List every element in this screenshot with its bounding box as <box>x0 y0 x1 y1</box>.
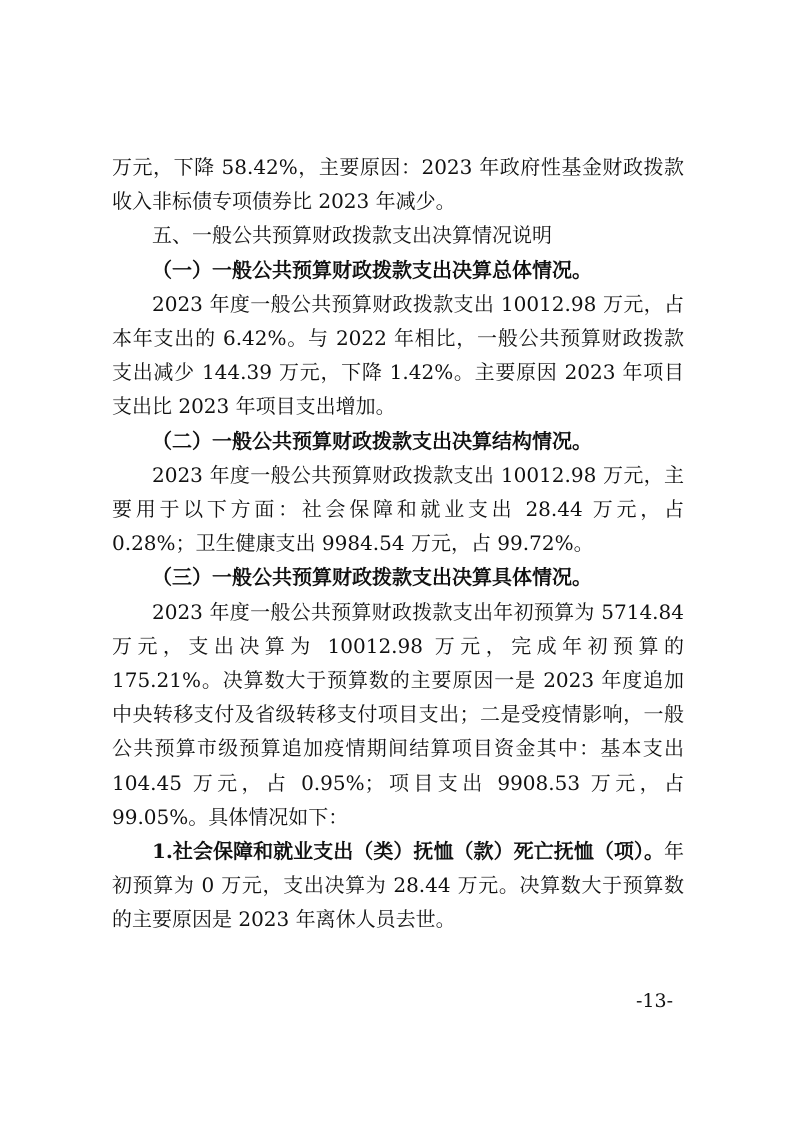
continuation-paragraph: 万元，下降 58.42%，主要原因：2023 年政府性基金财政拨款收入非标债专项债券比 2023 年减少。 <box>112 155 684 214</box>
subsection-heading-details: （三）一般公共预算财政拨款支出决算具体情况。 <box>152 565 592 590</box>
paragraph-overall: 2023 年度一般公共预算财政拨款支出 10012.98 万元，占本年支出的 6.42%。与 2022 年相比，一般公共预算财政拨款支出减少 144.39 万元，下降 1.42%。主要原因 2023 年项目支出比 2023 年项目支出增加。 <box>112 291 684 419</box>
document-body <box>112 150 684 937</box>
section-heading: 五、一般公共预算财政拨款支出决算情况说明 <box>152 223 552 248</box>
item-text: 年初预算为 0 万元，支出决算为 28.44 万元。决算数大于预算数的主要原因是 2023 年离休人员去世。 <box>112 839 684 932</box>
page-number: -13- <box>636 990 674 1012</box>
subsection-heading-structure: （二）一般公共预算财政拨款支出决算结构情况。 <box>152 428 592 453</box>
subsection-heading-overall: （一）一般公共预算财政拨款支出决算总体情况。 <box>152 257 592 282</box>
item-title: 1.社会保障和就业支出（类）抚恤（款）死亡抚恤（项）。 <box>152 839 664 864</box>
item-paragraph <box>112 834 684 937</box>
paragraph-details: 2023 年度一般公共预算财政拨款支出年初预算为 5714.84 万元，支出决算为 10012.98 万元，完成年初预算的 175.21%。决算数大于预算数的主要原因一是 2023 年度追加中央转移支付及省级转移支付项目支出；二是受疫情影响，一般公共预算市级预算追加疫情期间结算项目资金其中：基本支出 104.45 万元，占 0.95%；项目支出 9908.53 万元，占 99.05%。具体情况如下： <box>112 599 684 829</box>
paragraph-structure: 2023 年度一般公共预算财政拨款支出 10012.98 万元，主要用于以下方面：社会保障和就业支出 28.44 万元，占 0.28%；卫生健康支出 9984.54 万元，占 99.72%。 <box>112 462 684 556</box>
